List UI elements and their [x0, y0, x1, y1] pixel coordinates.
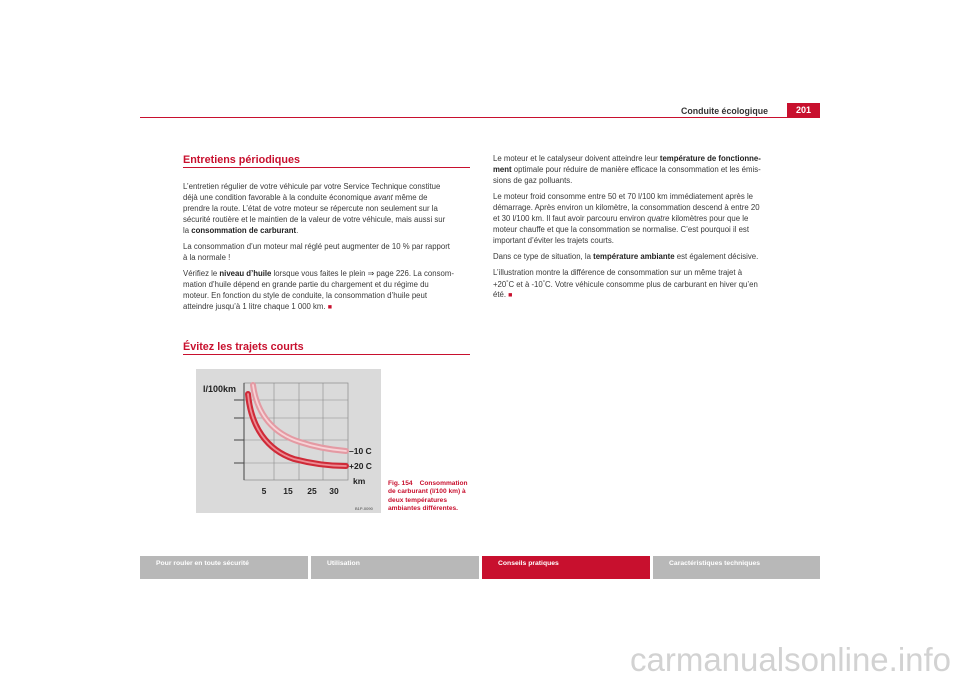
text-run: Le moteur et le catalyseur doivent atteindre leur [493, 154, 660, 163]
section-heading-short-trips: Évitez les trajets courts [183, 340, 470, 355]
text-line [183, 301, 470, 312]
text-run: est également décisive. [674, 252, 759, 261]
x-axis-unit: km [353, 476, 366, 486]
text-run: Vérifiez le [183, 269, 220, 278]
text-run: et 30 l/100 km. Il faut avoir parcouru environ [493, 214, 648, 223]
tab-label: Pour rouler en toute sécurité [156, 560, 249, 567]
text-run: moteur. En fonction du style de conduite, la consommation d’huile peut [183, 291, 428, 300]
text-line [183, 279, 470, 290]
page-number: 201 [787, 103, 820, 118]
text-run: L’illustration montre la différence de consommation sur un même trajet à [493, 268, 743, 277]
tab-label: Caractéristiques techniques [669, 560, 761, 567]
text-line [183, 290, 470, 301]
caption-text: Consommation [419, 480, 468, 487]
bold-term: température de fonctionne- [659, 154, 761, 163]
figure-number: Fig. 154 [388, 480, 413, 487]
x-tick-label: 30 [329, 486, 339, 496]
tab-technical-data [653, 556, 820, 579]
text-run: Dans ce type de situation, la [493, 252, 594, 261]
text-run: La consommation d’un moteur mal réglé peut augmenter de 10 % par rapport [183, 242, 450, 251]
caption-line [388, 480, 488, 488]
bold-term: température ambiante [593, 252, 675, 261]
paragraph [493, 267, 770, 300]
text-line [493, 278, 770, 289]
caption-line: deux températures [388, 496, 447, 504]
text-line [493, 202, 770, 213]
text-line [183, 181, 470, 192]
text-run: déjà une condition favorable à la conduite économique [183, 193, 374, 202]
text-run: C et à -10 [508, 280, 543, 289]
text-line [493, 289, 770, 300]
text-line [183, 203, 470, 214]
figure-154 [196, 369, 381, 513]
text-line [183, 268, 470, 279]
section-heading-maintenance: Entretiens périodiques [183, 153, 470, 168]
text-line [493, 224, 770, 235]
paragraph [183, 181, 470, 236]
text-line [493, 235, 770, 246]
y-axis-label: l/100km [203, 384, 237, 394]
text-run: L’entretien régulier de votre véhicule par votre Service Technique constitue [183, 182, 441, 191]
caption-line: ambiantes différentes. [388, 505, 458, 513]
text-run: Le moteur froid consomme entre 50 et 70 l/100 km immédiatement après le [493, 192, 754, 201]
bold-term: niveau d’huile [219, 269, 272, 278]
bold-term: consommation de carburant [191, 226, 297, 235]
text-run: kilomètres pour que le [669, 214, 749, 223]
text-run: démarrage. Après environ un kilomètre, la consommation descend à entre 20 [493, 203, 760, 212]
paragraph [493, 153, 770, 186]
figure-code: B1P-0090 [355, 506, 373, 511]
text-line [493, 164, 770, 175]
text-run: optimale pour réduire de manière efficace la consommation et les émis- [511, 165, 761, 174]
text-run: prendre la route. L’état de votre moteur se répercute non seulement sur la [183, 204, 438, 213]
watermark: carmanualsonline.info [630, 641, 952, 678]
text-run: même de [392, 193, 428, 202]
text-run: +20 [493, 280, 507, 289]
bold-term: ment [493, 165, 512, 174]
text-run: été. [493, 290, 509, 299]
end-mark: ■ [508, 292, 513, 299]
paragraph [493, 251, 770, 262]
curve-plus-20c [248, 394, 346, 466]
text-run: sécurité routière et le maintien de la valeur de votre véhicule, mais aussi sur [183, 215, 446, 224]
text-run: sions de gaz polluants. [493, 176, 573, 185]
tab-label: Conseils pratiques [498, 560, 559, 567]
chapter-title: Conduite écologique [681, 106, 768, 116]
caption-line: de carburant (l/100 km) à [388, 488, 466, 496]
text-run: lorsque vous faites le plein ⇒ page 226. La consom- [271, 269, 454, 278]
italic-term: quatre [647, 214, 670, 223]
text-run: moteur chauffe et que la consommation se normalise. C’est pourquoi il est [493, 225, 749, 234]
right-column-body [493, 153, 770, 305]
x-tick-label: 5 [261, 486, 267, 496]
x-tick-label: 15 [283, 486, 293, 496]
text-run: . [296, 226, 299, 235]
superscript: ° [542, 280, 545, 286]
curve-plus-20c-highlight [248, 394, 346, 466]
text-line [183, 252, 470, 263]
text-run: la [183, 226, 192, 235]
text-run: à la normale ! [183, 253, 231, 262]
section-body-maintenance [183, 181, 470, 317]
text-line [183, 225, 470, 236]
text-run: atteindre jusqu’à 1 litre chaque 1 000 km. [183, 302, 328, 311]
text-run: important d’éviter les trajets courts. [493, 236, 614, 245]
paragraph [183, 268, 470, 312]
tab-label: Utilisation [327, 560, 360, 567]
fuel-consumption-graph [196, 369, 381, 513]
series-label-minus-10c: –10 C [349, 446, 372, 456]
text-line [493, 191, 770, 202]
series-label-plus-20c: +20 C [349, 461, 372, 471]
text-line [493, 153, 770, 164]
x-tick-label: 25 [307, 486, 317, 496]
text-run: mation d’huile dépend en grande partie du chargement et du régime du [183, 280, 429, 289]
paragraph [493, 191, 770, 246]
text-line [493, 251, 770, 262]
superscript: ° [506, 280, 509, 286]
tab-practical-tips [482, 556, 650, 579]
text-line [493, 213, 770, 224]
paragraph [183, 241, 470, 263]
figure-caption [388, 480, 488, 514]
italic-term: avant [373, 193, 393, 202]
text-line [493, 267, 770, 278]
tab-safety [140, 556, 308, 579]
end-mark: ■ [327, 304, 332, 311]
text-line [183, 241, 470, 252]
text-run: C. Votre véhicule consomme plus de carburant en hiver qu’en [544, 280, 758, 289]
text-line [493, 175, 770, 186]
text-line [183, 214, 470, 225]
tab-operation [311, 556, 479, 579]
text-line [183, 192, 470, 203]
